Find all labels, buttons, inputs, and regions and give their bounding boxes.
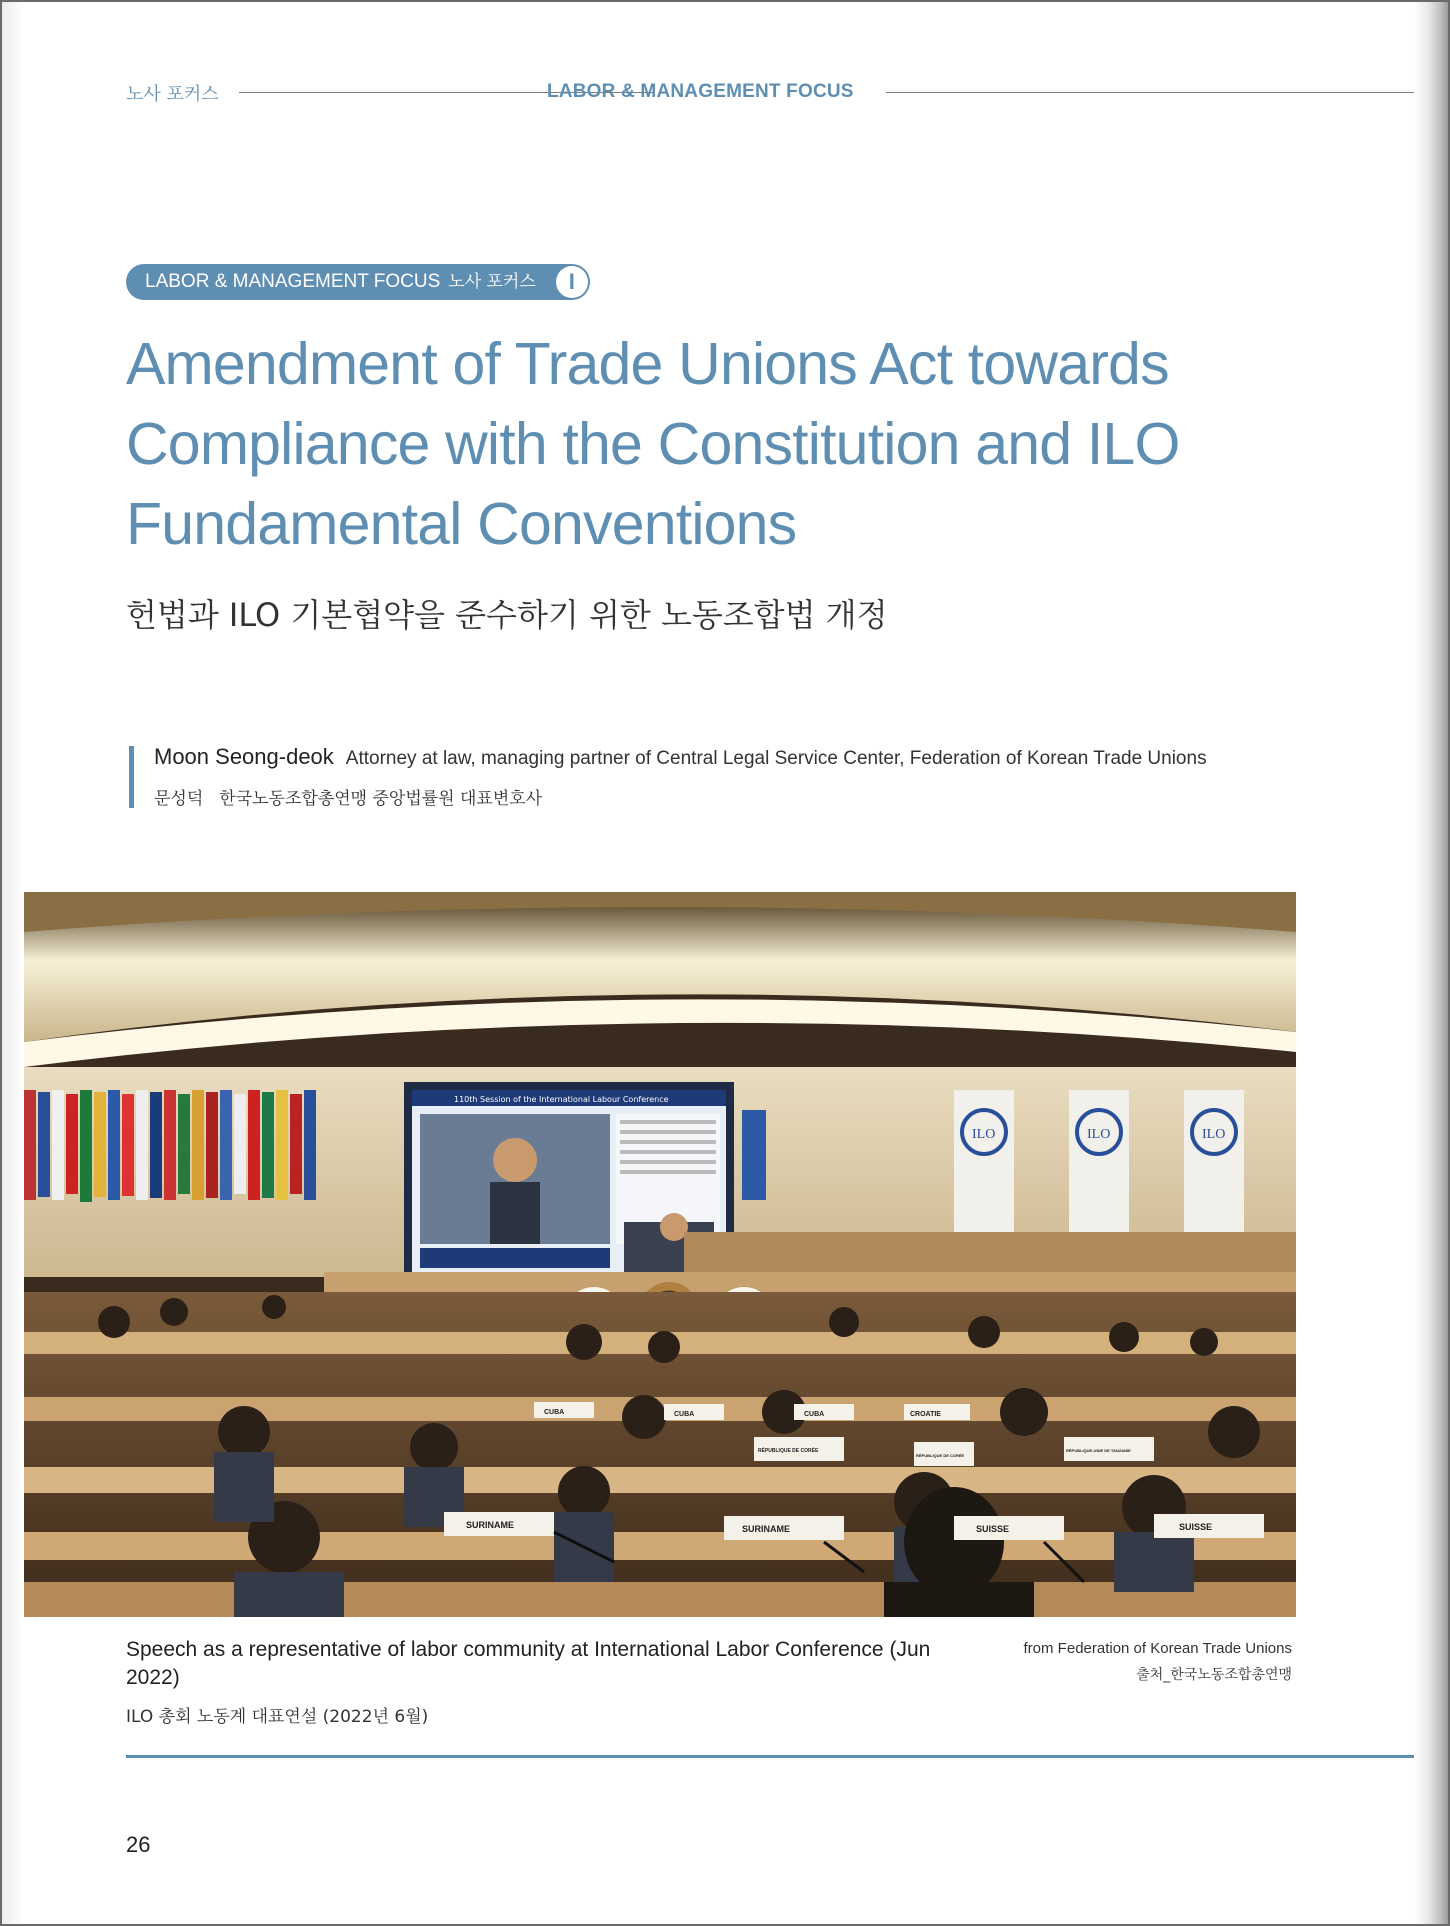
page-curl-shadow (1414, 2, 1448, 1924)
footer-rule (126, 1755, 1426, 1758)
photo-caption-korean: ILO 총회 노동계 대표연설 (2022년 6월) (126, 1707, 429, 1727)
article-title: Amendment of Trade Unions Act towards Compliance with the Constitution and ILO Fundamental Conventions (126, 331, 1180, 557)
desk-sign-cuba-3: CUBA (804, 1411, 825, 1418)
running-head-english: LABOR & MANAGEMENT FOCUS (547, 81, 854, 102)
desk-sign-korea-2: RÉPUBLIQUE DE CORÉE (916, 1453, 965, 1458)
ilo-banner-logo-2: ILO (1087, 1127, 1111, 1142)
desk-sign-croatie: CROATIE (910, 1411, 941, 1418)
conference-photo (24, 892, 1296, 1617)
section-numeral-badge: I (556, 266, 588, 298)
page-binding-shadow (2, 2, 24, 1924)
desk-sign-suriname-1: SURINAME (466, 1520, 515, 1530)
article-subtitle-korean: 헌법과 ILO 기본협약을 준수하기 위한 노동조합법 개정 (126, 596, 888, 634)
page-number: 26 (126, 1832, 151, 1857)
author-line-english (154, 744, 1207, 770)
running-head-rule-right (886, 92, 1446, 93)
author-role-korean: 한국노동조합총연맹 중앙법률원 대표변호사 (219, 789, 543, 809)
desk-sign-suisse-2: SUISSE (1179, 1522, 1213, 1532)
desk-sign-suriname-2: SURINAME (742, 1524, 791, 1534)
section-label-pill (126, 264, 590, 300)
desk-sign-cuba-2: CUBA (674, 1411, 695, 1418)
screen-banner-text: 110th Session of the International Labour Conference (454, 1095, 669, 1104)
section-label-korean: 노사 포커스 (448, 272, 536, 292)
author-role-english: Attorney at law, managing partner of Central Legal Service Center, Federation of Korean Trade Unions (345, 748, 1207, 769)
desk-sign-cuba-1: CUBA (544, 1409, 565, 1416)
desk-sign-tanzanie: RÉPUBLIQUE-UNIE DE TANZANIE (1066, 1448, 1131, 1453)
ilo-banner-logo-3: ILO (1202, 1127, 1226, 1142)
author-line-korean (154, 784, 542, 809)
desk-sign-suisse-1: SUISSE (976, 1524, 1010, 1534)
author-accent-bar (129, 746, 134, 808)
photo-caption-english: Speech as a representative of labor community at International Labor Conference (Jun 2022) (126, 1638, 931, 1689)
author-name-korean: 문성덕 (154, 789, 204, 809)
desk-sign-korea-1: RÉPUBLIQUE DE CORÉE (758, 1448, 819, 1454)
section-label-english: LABOR & MANAGEMENT FOCUS (145, 271, 441, 292)
ilo-banner-logo-1: ILO (972, 1127, 996, 1142)
photo-credit-english: from Federation of Korean Trade Unions (1023, 1640, 1292, 1657)
running-head (126, 80, 1416, 106)
photo-credit-korean: 출처_한국노동조합총연맹 (1136, 1667, 1292, 1683)
author-name-english: Moon Seong-deok (154, 744, 334, 769)
running-head-korean: 노사 포커스 (126, 84, 219, 105)
